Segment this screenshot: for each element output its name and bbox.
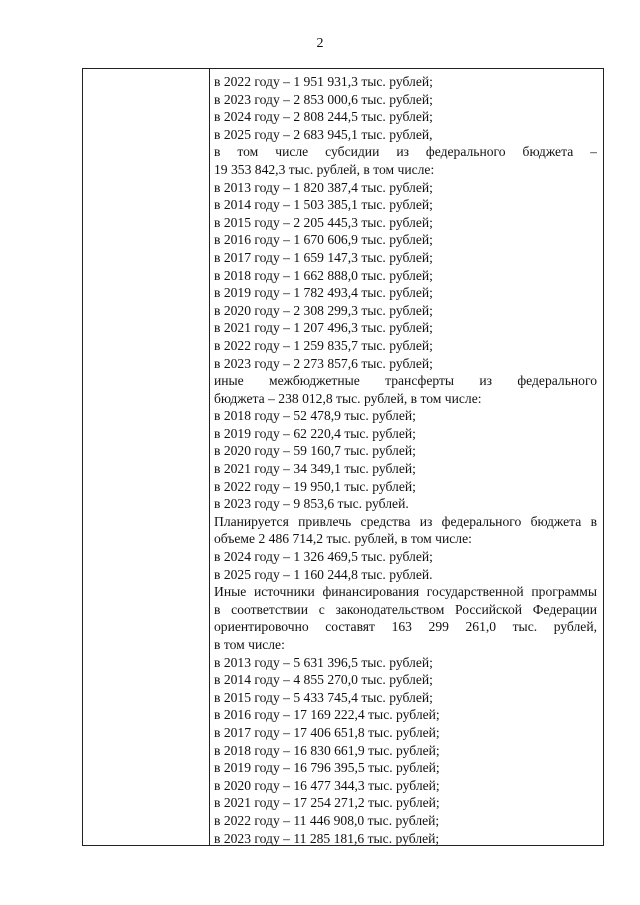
text-line: в 2013 году – 1 820 387,4 тыс. рублей; — [214, 179, 433, 195]
text-line: Иные источники финансирования государственной программы — [214, 584, 597, 600]
text-line: в 2021 году – 1 207 496,3 тыс. рублей; — [214, 320, 433, 336]
text-line: в 2023 году – 2 853 000,6 тыс. рублей; — [214, 91, 433, 107]
table-right-cell — [214, 73, 597, 847]
text-line: в 2020 году – 2 308 299,3 тыс. рублей; — [214, 302, 433, 318]
text-line: в 2017 году – 17 406 651,8 тыс. рублей; — [214, 724, 440, 740]
text-line: в 2019 году – 1 782 493,4 тыс. рублей; — [214, 285, 433, 301]
text-line: в 2015 году – 5 433 745,4 тыс. рублей; — [214, 689, 433, 705]
text-line: в том числе субсидии из федерального бюджета – — [214, 144, 597, 160]
text-line: в 2021 году – 34 349,1 тыс. рублей; — [214, 461, 416, 477]
text-line: иные межбюджетные трансферты из федерального — [214, 373, 597, 389]
text-line: в 2018 году – 52 478,9 тыс. рублей; — [214, 408, 416, 424]
text-line: Планируется привлечь средства из федерального бюджета в — [214, 513, 597, 529]
text-line: в 2016 году – 17 169 222,4 тыс. рублей; — [214, 707, 440, 723]
text-line: бюджета – 238 012,8 тыс. рублей, в том числе: — [214, 390, 482, 406]
table-left-cell — [83, 69, 209, 845]
text-line: в 2025 году – 1 160 244,8 тыс. рублей. — [214, 566, 433, 582]
text-line: в соответствии с законодательством Российской Федерации — [214, 601, 597, 617]
text-line: в 2022 году – 1 951 931,3 тыс. рублей; — [214, 74, 433, 89]
text-line: в 2024 году – 1 326 469,5 тыс. рублей; — [214, 549, 433, 565]
text-line: в 2022 году – 11 446 908,0 тыс. рублей; — [214, 812, 440, 828]
text-line: в 2016 году – 1 670 606,9 тыс. рублей; — [214, 232, 433, 248]
text-line: в 2023 году – 9 853,6 тыс. рублей. — [214, 496, 409, 512]
text-line: в 2024 году – 2 808 244,5 тыс. рублей; — [214, 109, 433, 125]
text-line: в 2025 году – 2 683 945,1 тыс. рублей, — [214, 126, 433, 142]
text-line: в 2018 году – 1 662 888,0 тыс. рублей; — [214, 267, 433, 283]
text-line: 19 353 842,3 тыс. рублей, в том числе: — [214, 161, 435, 177]
column-divider — [209, 69, 210, 845]
text-line: в 2014 году – 1 503 385,1 тыс. рублей; — [214, 197, 433, 213]
text-line: в 2022 году – 1 259 835,7 тыс. рублей; — [214, 337, 433, 353]
page-number: 2 — [316, 36, 324, 51]
text-line: в 2022 году – 19 950,1 тыс. рублей; — [214, 478, 416, 494]
text-line: в 2019 году – 62 220,4 тыс. рублей; — [214, 425, 416, 441]
text-line: в 2018 году – 16 830 661,9 тыс. рублей; — [214, 742, 440, 758]
text-line: в 2014 году – 4 855 270,0 тыс. рублей; — [214, 672, 433, 688]
text-line: в 2020 году – 16 477 344,3 тыс. рублей; — [214, 777, 440, 793]
text-line: в 2023 году – 2 273 857,6 тыс. рублей; — [214, 355, 433, 371]
text-line: в 2015 году – 2 205 445,3 тыс. рублей; — [214, 214, 433, 230]
text-line: в том числе: — [214, 637, 285, 652]
text-line: в 2023 году – 11 285 181,6 тыс. рублей; — [214, 830, 440, 846]
text-line: в 2020 году – 59 160,7 тыс. рублей; — [214, 443, 416, 459]
text-line: ориентировочно составят 163 299 261,0 тыс. рублей, — [214, 619, 597, 635]
text-line: в 2017 году – 1 659 147,3 тыс. рублей; — [214, 249, 433, 265]
text-line: в 2021 году – 17 254 271,2 тыс. рублей; — [214, 795, 440, 811]
text-line: в 2013 году – 5 631 396,5 тыс. рублей; — [214, 654, 433, 670]
text-line: объеме 2 486 714,2 тыс. рублей, в том числе: — [214, 531, 472, 547]
text-line: в 2019 году – 16 796 395,5 тыс. рублей; — [214, 760, 440, 776]
document-table — [82, 68, 604, 846]
